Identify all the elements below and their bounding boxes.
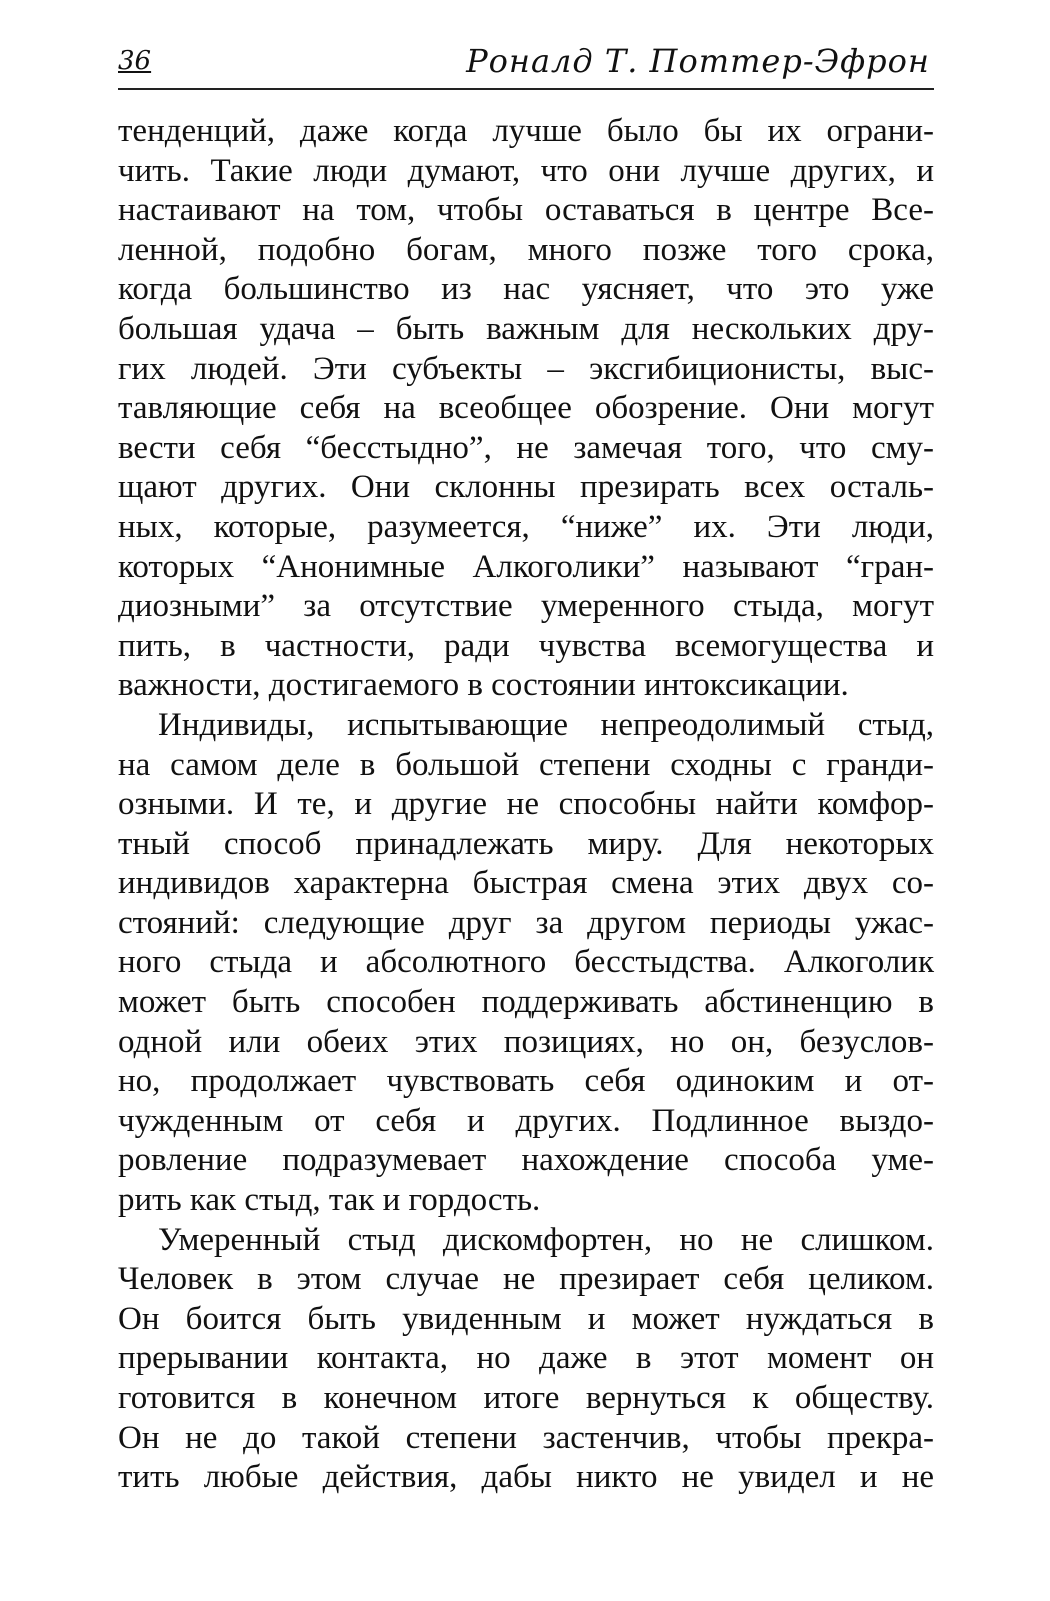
page-number: 36 (118, 46, 152, 76)
text-line: Человек в этом случае не презирает себя целиком. (118, 1261, 934, 1298)
text-line: ленной, подобно богам, много позже того срока, (118, 231, 934, 268)
text-line: ного стыда и абсолютного бесстыдства. Алкоголик (118, 944, 934, 981)
text-line: гих людей. Эти субъекты – эксгибиционисты, выс- (118, 350, 934, 387)
text-line: одной или обеих этих позициях, но он, безуслов- (118, 1023, 934, 1060)
text-line: ровление подразумевает нахождение способа уме- (118, 1142, 934, 1179)
text-line: Он боится быть увиденным и может нуждаться в (118, 1300, 934, 1337)
text-line: тный способ принадлежать миру. Для некоторых (118, 825, 934, 862)
text-line: Умеренный стыд дискомфортен, но не слишком. (158, 1221, 934, 1258)
page-header (118, 42, 934, 90)
text-line: озными. И те, и другие не способны найти комфор- (118, 786, 934, 823)
text-line: когда большинство из нас уясняет, что это уже (118, 271, 934, 308)
text-line: рить как стыд, так и гордость. (118, 1182, 541, 1219)
text-line: большая удача – быть важным для нескольких дру- (118, 310, 934, 347)
text-line: готовится в конечном итоге вернуться к обществу. (118, 1380, 934, 1416)
text-line: щают других. Они склонны презирать всех осталь- (118, 469, 934, 506)
text-line: чужденным от себя и других. Подлинное выздо- (118, 1102, 934, 1139)
text-line: тавляющие себя на всеобщее обозрение. Они могут (118, 390, 934, 427)
text-line: Он не до такой степени застенчив, чтобы прекра- (118, 1419, 934, 1456)
running-title: Роналд Т. Поттер-Эфрон (466, 42, 930, 80)
text-line: тить любые действия, дабы никто не увидел и не (118, 1459, 934, 1496)
text-line: тенденций, даже когда лучше было бы их ограни- (118, 113, 934, 149)
text-line: чить. Такие люди думают, что они лучше других, и (118, 152, 934, 189)
text-line: может быть способен поддерживать абстиненцию в (118, 984, 934, 1021)
text-line: на самом деле в большой степени сходны с гранди- (118, 746, 934, 783)
text-line: стояний: следующие друг за другом периоды ужас- (118, 904, 934, 941)
text-line: индивидов характерна быстрая смена этих двух со- (118, 865, 934, 902)
text-line: настаивают на том, чтобы оставаться в центре Все- (118, 192, 934, 229)
text-line: Индивиды, испытывающие непреодолимый стыд, (158, 706, 934, 743)
text-line: которых “Анонимные Алкоголики” называют “гран- (118, 548, 934, 585)
text-line: ных, которые, разумеется, “ниже” их. Эти люди, (118, 508, 934, 545)
text-line: пить, в частности, ради чувства всемогущества и (118, 627, 934, 664)
text-line: важности, достигаемого в состоянии интоксикации. (118, 667, 849, 704)
text-line: прерывании контакта, но даже в этот момент он (118, 1340, 934, 1377)
text-line: но, продолжает чувствовать себя одиноким и от- (118, 1063, 934, 1100)
text-line: диозными” за отсутствие умеренного стыда, могут (118, 588, 934, 625)
body-text (118, 112, 934, 1498)
text-line: вести себя “бесстыдно”, не замечая того, что сму- (118, 429, 934, 466)
